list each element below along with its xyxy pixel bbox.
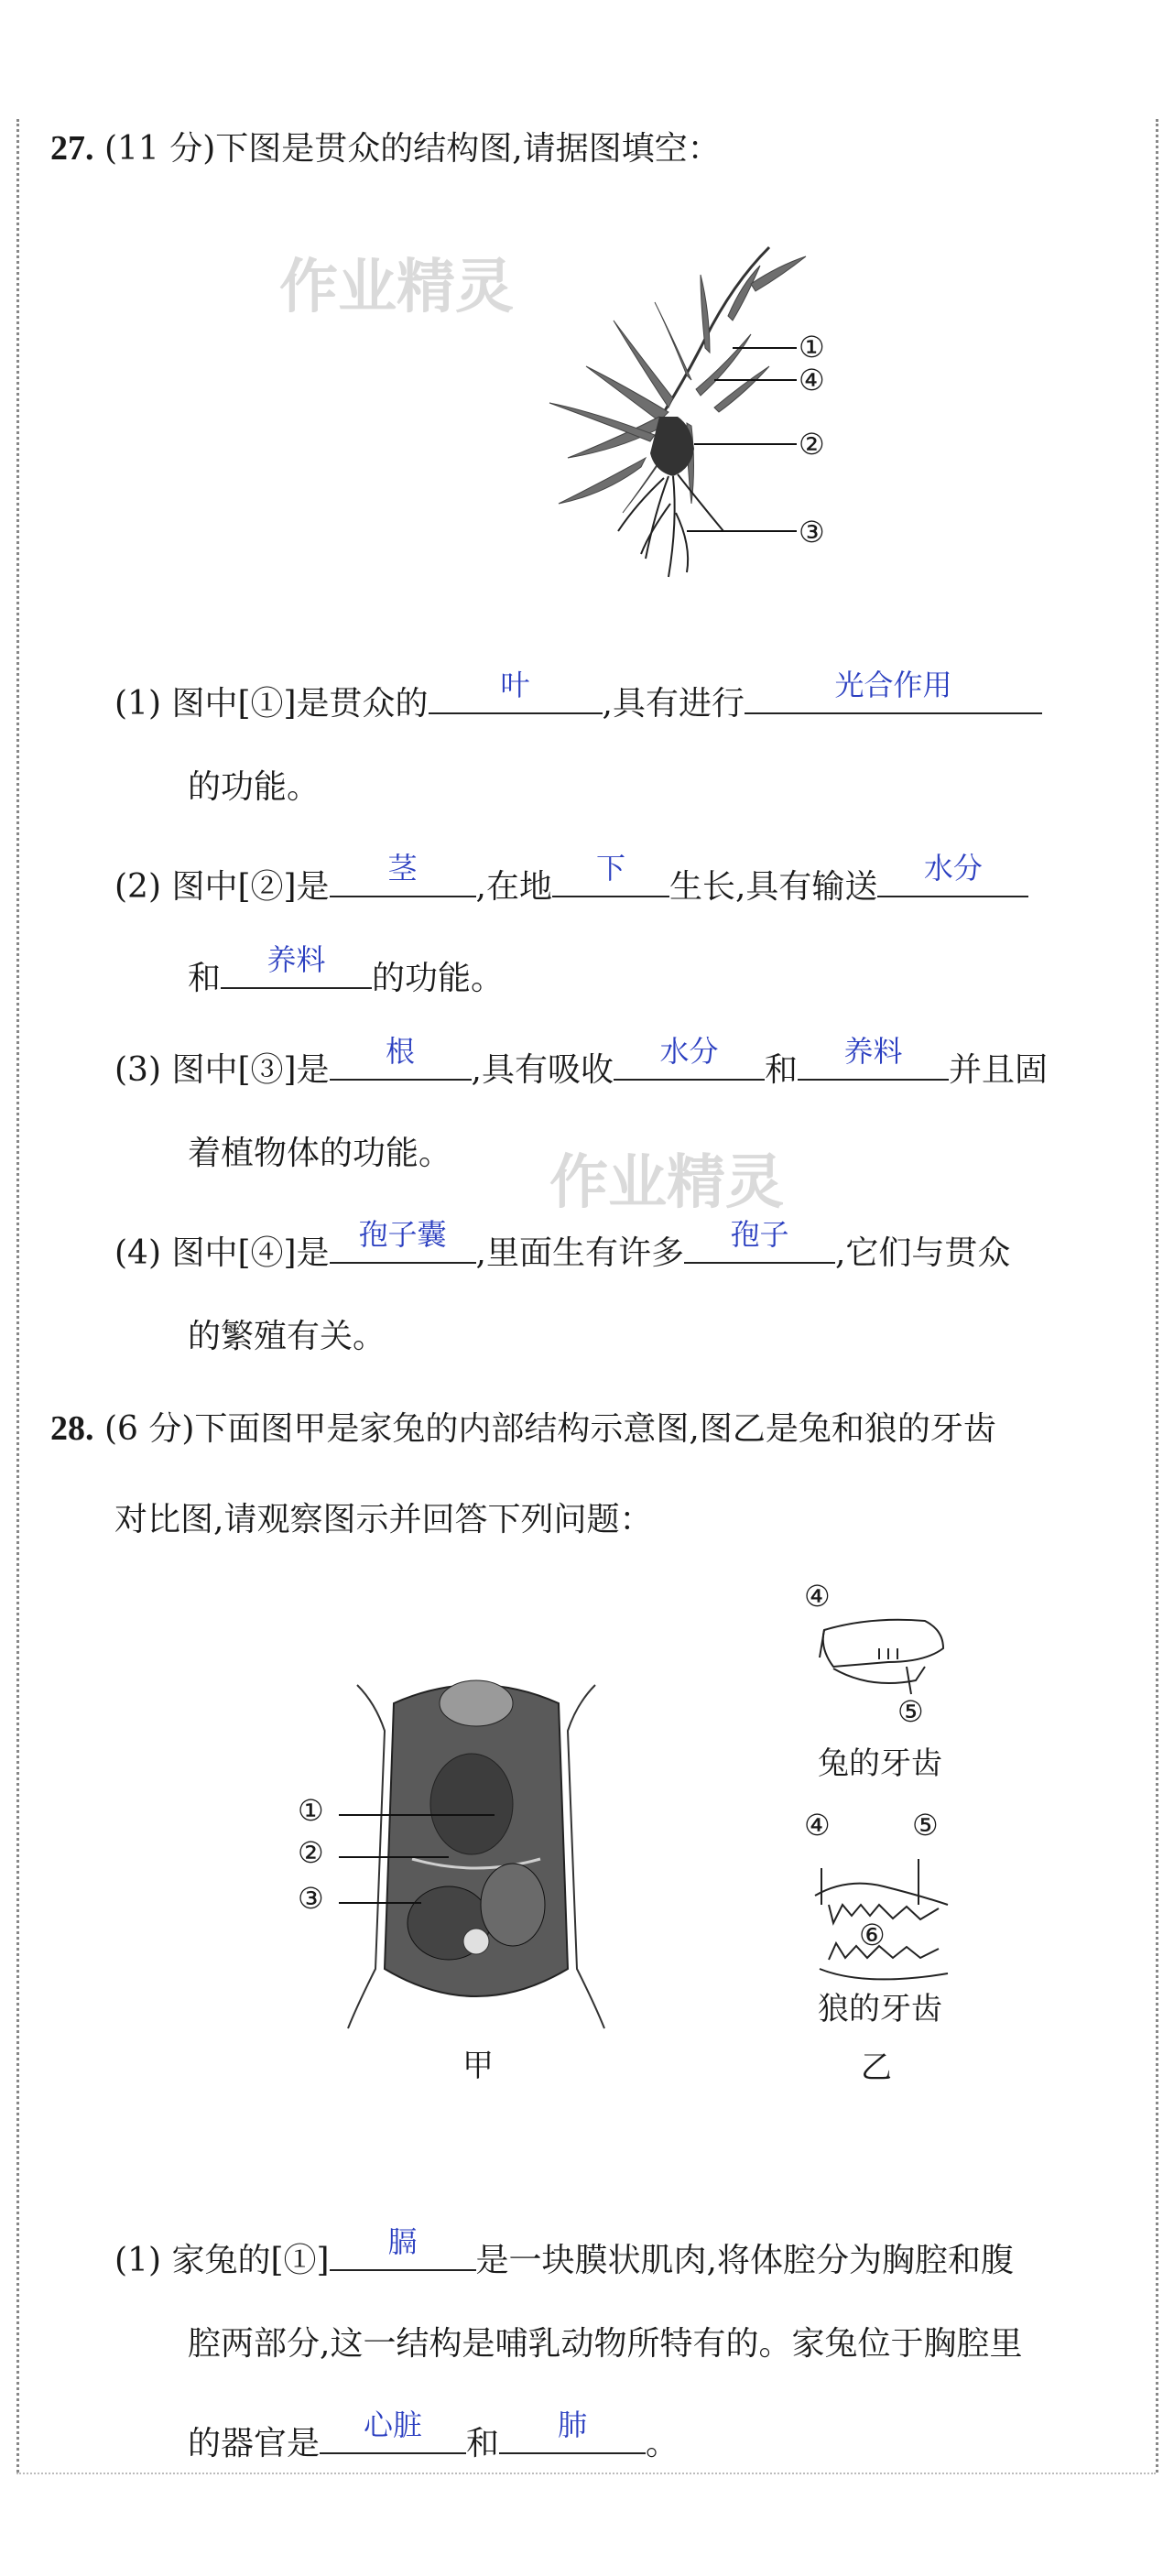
q27-p1-line1: (1) 图中[①]是贯众的 叶 ,具有进行 光合作用 <box>114 676 1042 724</box>
bottom-dotted-rule <box>16 2473 1156 2474</box>
q27-p3-blank2: 水分 <box>614 1042 765 1081</box>
fern-mark-1: ① <box>799 330 825 364</box>
watermark: 作业精灵 <box>279 254 514 321</box>
rabbit-mark-3: ③ <box>298 1881 324 1916</box>
rabbit-teeth-figure <box>815 1612 952 1712</box>
wolf-teeth-caption: 狼的牙齿 <box>818 1991 942 2027</box>
q27-number: 27. <box>50 129 94 168</box>
q28-stem-line2: 对比图,请观察图示并回答下列问题： <box>114 1501 653 1538</box>
right-dotted-margin <box>1156 119 1158 2473</box>
rabbit-mark-1: ① <box>298 1793 324 1828</box>
rabbit-teeth-mark-5: ⑤ <box>897 1694 924 1729</box>
q28-p1-blank2: 心脏 <box>320 2416 466 2454</box>
q27-p2-blank3: 水分 <box>877 859 1028 897</box>
q27-stem <box>50 128 721 169</box>
q27-p3-blank3: 养料 <box>798 1042 949 1081</box>
q27-p3-line1: (3) 图中[③]是 根 ,具有吸收 水分 和 养料 并且固 <box>114 1034 1049 1089</box>
q27-p2-blank1: 茎 <box>330 859 476 897</box>
wolf-teeth-mark-5: ⑤ <box>912 1808 939 1842</box>
q27-p4-line1: (4) 图中[④]是 孢子囊 ,里面生有许多 孢子 ,它们与贯众 <box>114 1217 1011 1272</box>
fig-yi-caption: 乙 <box>861 2049 892 2086</box>
q27-p1-blank1: 叶 <box>429 676 603 714</box>
q27-p2-blank4: 养料 <box>221 951 372 989</box>
q28-p1-line2: 腔两部分,这一结构是哺乳动物所特有的。家兔位于胸腔里 <box>188 2325 1023 2363</box>
q27-p1-blank2: 光合作用 <box>745 676 1042 714</box>
rabbit-teeth-mark-4: ④ <box>804 1579 831 1614</box>
fern-figure <box>458 229 897 623</box>
q27-p2-blank2: 下 <box>552 859 669 897</box>
q27-p2-line2: 和 养料 的功能。 <box>188 942 505 997</box>
rabbit-mark-2: ② <box>298 1835 324 1870</box>
q27-p4-line2: 的繁殖有关。 <box>188 1318 386 1355</box>
q28-p1-blank1: 膈 <box>330 2233 476 2271</box>
fig-jia-caption: 甲 <box>462 2048 494 2084</box>
q27-p4-blank1: 孢子囊 <box>330 1225 476 1264</box>
fern-roots <box>618 474 723 577</box>
q28-number: 28. <box>50 1409 94 1448</box>
q28-stem-line1: 28. (6 分)下面图甲是家兔的内部结构示意图,图乙是兔和狼的牙齿 <box>50 1409 996 1448</box>
wolf-teeth-mark-6: ⑥ <box>859 1918 886 1952</box>
q28-p1-line3: 的器官是 心脏 和 肺 。 <box>188 2408 679 2462</box>
rabbit-teeth-caption: 兔的牙齿 <box>818 1745 942 1782</box>
fern-mark-4: ④ <box>799 363 825 397</box>
q27-p4-blank2: 孢子 <box>684 1225 835 1264</box>
watermark-2: 作业精灵 <box>549 1149 784 1217</box>
q27-p2-line1: (2) 图中[②]是 茎 ,在地 下 生长,具有输送 水分 <box>114 859 1028 908</box>
q27-p3-blank1: 根 <box>330 1042 472 1081</box>
q27-stem-text: (11 分)下图是贯众的结构图,请据图填空： <box>103 130 721 168</box>
wolf-teeth-mark-4: ④ <box>804 1808 831 1842</box>
left-dotted-margin <box>16 119 19 2473</box>
q27-p1-line2: 的功能。 <box>188 768 321 806</box>
fern-mark-2: ② <box>799 427 825 462</box>
rabbit-internal-figure <box>339 1667 614 2033</box>
q28-p1-line1: (1) 家兔的[①] 膈 是一块膜状肌肉,将体腔分为胸腔和腹 <box>114 2224 1014 2279</box>
q27-p3-line2: 着植物体的功能。 <box>188 1135 452 1172</box>
q28-p1-blank3: 肺 <box>499 2416 646 2454</box>
fern-mark-3: ③ <box>799 515 825 549</box>
